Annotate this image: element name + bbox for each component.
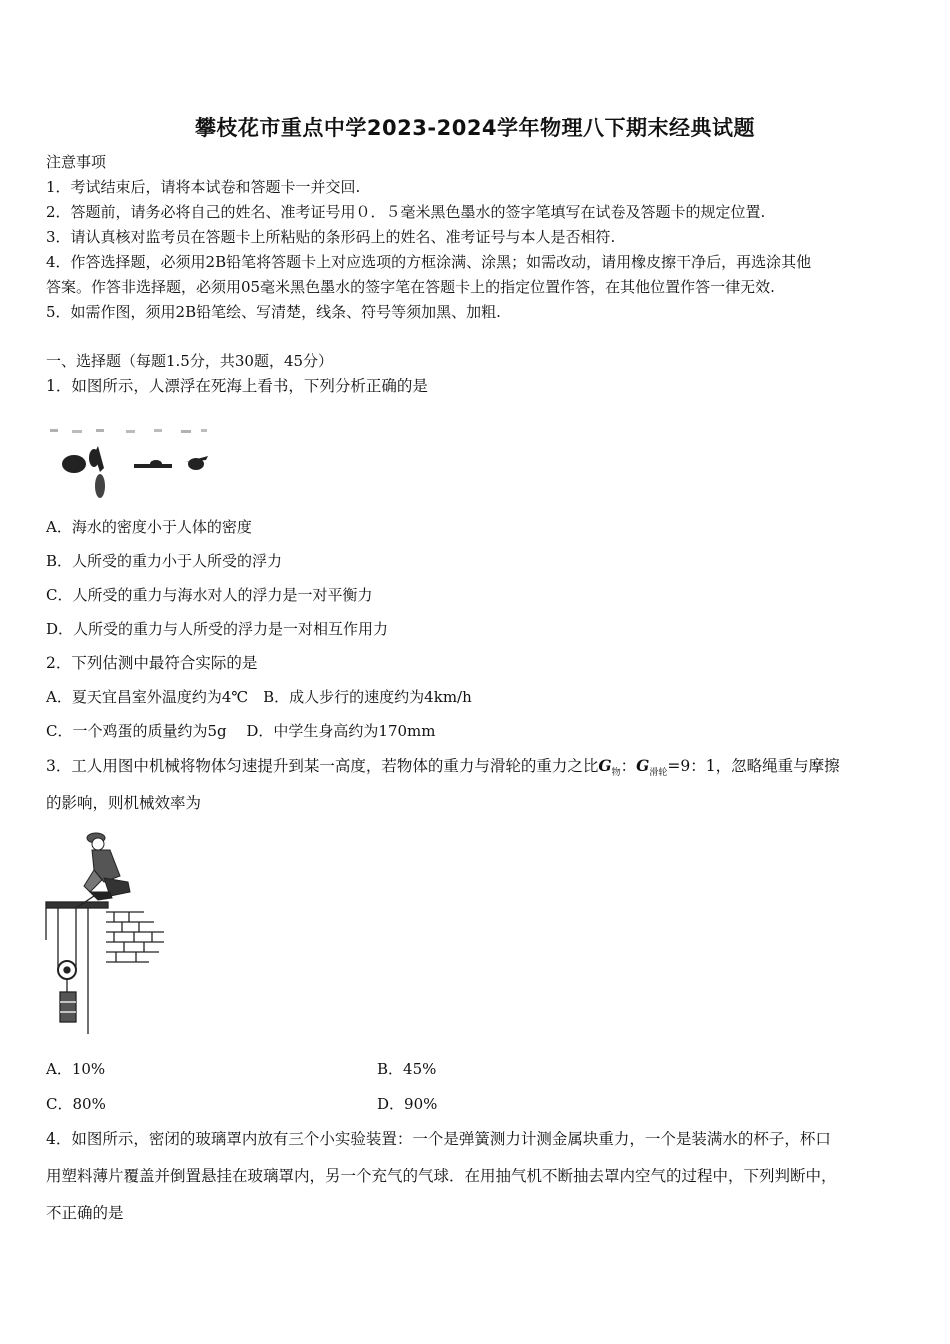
notice-item-1: 1．考试结束后，请将本试卷和答题卡一并交回. xyxy=(46,178,361,196)
q1-option-a: A．海水的密度小于人体的密度 xyxy=(46,518,252,536)
q2-options-row1: A．夏天宜昌室外温度约为4℃ B．成人步行的速度约为4km/h xyxy=(46,688,472,706)
q3-option-a: A．10% xyxy=(46,1060,106,1078)
g-symbol-object: G xyxy=(598,756,612,775)
q3-option-d: D．90% xyxy=(377,1095,438,1113)
q1-option-d: D．人所受的重力与人所受的浮力是一对相互作用力 xyxy=(46,620,389,638)
q3-ratio: =9：1，忽略绳重与摩擦 xyxy=(667,757,840,775)
q4-stem-line2: 用塑料薄片覆盖并倒置悬挂在玻璃罩内，另一个充气的气球．在用抽气机不断抽去罩内空气的过程中，下列判断中， xyxy=(46,1167,837,1185)
q2-options-row2: C．一个鸡蛋的质量约为5g D．中学生身高约为170mm xyxy=(46,722,436,740)
q4-stem-line1: 4．如图所示，密闭的玻璃罩内放有三个小实验装置：一个是弹簧测力计测金属块重力，一个是装满水的杯子，杯口 xyxy=(46,1130,831,1148)
ratio-colon: ： xyxy=(620,757,637,775)
q1-stem: 1．如图所示，人漂浮在死海上看书，下列分析正确的是 xyxy=(46,377,428,395)
notice-item-4: 4．作答选择题，必须用2B铅笔将答题卡上对应选项的方框涂满、涂黑；如需改动，请用橡皮擦干净后，再选涂其他 xyxy=(46,253,812,271)
section-heading: 一、选择题（每题1.5分，共30题，45分） xyxy=(46,352,334,370)
g-symbol-pulley: G xyxy=(636,756,650,775)
notice-item-2: 2．答题前，请务必将自己的姓名、准考证号用０．５毫米黑色墨水的签字笔填写在试卷及答题卡的规定位置. xyxy=(46,203,766,221)
subscript-pulley: 滑轮 xyxy=(649,768,668,779)
notice-item-4-cont: 答案。作答非选择题，必须用05毫米黑色墨水的签字笔在答题卡上的指定位置作答，在其他位置作答一律无效. xyxy=(46,278,775,296)
q3-stem-line2: 的影响，则机械效率为 xyxy=(46,794,202,812)
q3-option-b: B．45% xyxy=(377,1060,437,1078)
notice-item-3: 3．请认真核对监考员在答题卡上所粘贴的条形码上的姓名、准考证号与本人是否相符. xyxy=(46,228,616,246)
floating-person-figure xyxy=(46,424,211,506)
q3-stem-line1 xyxy=(46,756,840,783)
q2-stem: 2．下列估测中最符合实际的是 xyxy=(46,654,258,672)
q3-option-c: C．80% xyxy=(46,1095,106,1113)
page-title: 攀枝花市重点中学2023-2024学年物理八下期末经典试题 xyxy=(194,116,756,140)
notice-item-5: 5．如需作图，须用2B铅笔绘、写清楚，线条、符号等须加黑、加粗. xyxy=(46,303,501,321)
q1-option-b: B．人所受的重力小于人所受的浮力 xyxy=(46,552,283,570)
pulley-worker-figure xyxy=(44,830,168,1038)
notice-heading: 注意事项 xyxy=(46,153,107,171)
subscript-object: 物 xyxy=(611,768,621,779)
q4-stem-line3: 不正确的是 xyxy=(46,1204,124,1222)
q1-option-c: C．人所受的重力与海水对人的浮力是一对平衡力 xyxy=(46,586,373,604)
q3-stem-prefix: 3．工人用图中机械将物体匀速提升到某一高度，若物体的重力与滑轮的重力之比 xyxy=(46,757,599,775)
